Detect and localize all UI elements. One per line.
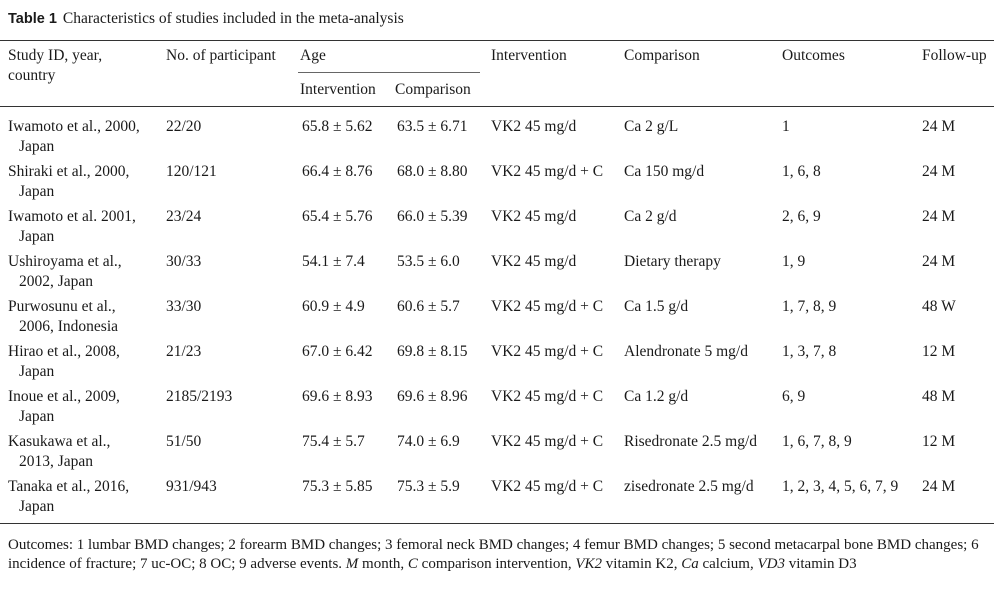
cell-age-intervention: 54.1 ± 7.4 bbox=[302, 253, 365, 270]
cell-intervention: VK2 45 mg/d bbox=[491, 118, 577, 135]
cell-comparison: Ca 1.5 g/d bbox=[624, 298, 689, 315]
header-intervention: Intervention bbox=[491, 47, 567, 64]
cell-outcomes: 1, 9 bbox=[782, 253, 806, 270]
cell-participants: 2185/2193 bbox=[166, 388, 233, 405]
cell-age-comparison: 69.6 ± 8.96 bbox=[397, 388, 468, 405]
cell-age-comparison: 63.5 ± 6.71 bbox=[397, 118, 468, 135]
cell-followup: 24 M bbox=[922, 163, 956, 180]
cell-age-comparison: 68.0 ± 8.80 bbox=[397, 163, 468, 180]
footnote-abbreviations: M month, C comparison intervention, VK2 vitamin K2, Ca calcium, VD3 vitamin D3 bbox=[345, 556, 857, 572]
cell-age-comparison: 66.0 ± 5.39 bbox=[397, 208, 468, 225]
cell-participants: 931/943 bbox=[166, 478, 217, 495]
table-title: Characteristics of studies included in the meta-analysis bbox=[62, 10, 404, 27]
cell-intervention: VK2 45 mg/d + C bbox=[491, 163, 604, 180]
cell-followup: 48 M bbox=[922, 388, 956, 405]
header-participants: No. of participant bbox=[166, 47, 276, 64]
header-comparison: Comparison bbox=[624, 47, 700, 64]
cell-intervention: VK2 45 mg/d bbox=[491, 253, 577, 270]
cell-study: Iwamoto et al. 2001, Japan bbox=[8, 208, 136, 245]
cell-followup: 48 W bbox=[922, 298, 956, 315]
cell-followup: 24 M bbox=[922, 208, 956, 225]
header-rule bbox=[0, 106, 994, 107]
abbreviation-entry: Ca calcium bbox=[681, 556, 750, 572]
cell-age-intervention: 66.4 ± 8.76 bbox=[302, 163, 373, 180]
header-age: Age bbox=[300, 47, 326, 64]
cell-outcomes: 1, 3, 7, 8 bbox=[782, 343, 837, 360]
cell-participants: 21/23 bbox=[166, 343, 202, 360]
cell-intervention: VK2 45 mg/d + C bbox=[491, 478, 604, 495]
cell-participants: 51/50 bbox=[166, 433, 202, 450]
cell-comparison: Ca 2 g/L bbox=[624, 118, 679, 135]
cell-comparison: Ca 150 mg/d bbox=[624, 163, 705, 180]
cell-outcomes: 1, 2, 3, 4, 5, 6, 7, 9 bbox=[782, 478, 899, 495]
cell-study: Tanaka et al., 2016, Japan bbox=[8, 478, 130, 515]
cell-participants: 30/33 bbox=[166, 253, 202, 270]
age-subrule bbox=[298, 72, 480, 73]
cell-age-comparison: 69.8 ± 8.15 bbox=[397, 343, 468, 360]
cell-age-intervention: 75.4 ± 5.7 bbox=[302, 433, 365, 450]
cell-age-intervention: 65.4 ± 5.76 bbox=[302, 208, 373, 225]
cell-study: Inoue et al., 2009, Japan bbox=[8, 388, 120, 425]
header-followup: Follow-up bbox=[922, 47, 987, 64]
cell-age-comparison: 75.3 ± 5.9 bbox=[397, 478, 460, 495]
header-age-intervention: Intervention bbox=[300, 81, 376, 98]
cell-followup: 24 M bbox=[922, 478, 956, 495]
abbreviation-entry: C comparison intervention bbox=[407, 556, 568, 572]
table-label: Table 1 bbox=[8, 11, 57, 27]
abbreviation-entry: VK2 vitamin K2 bbox=[575, 556, 674, 572]
cell-age-intervention: 60.9 ± 4.9 bbox=[302, 298, 365, 315]
cell-comparison: zisedronate 2.5 mg/d bbox=[624, 478, 754, 495]
cell-intervention: VK2 45 mg/d + C bbox=[491, 298, 604, 315]
table-footnote bbox=[8, 536, 998, 574]
cell-study: Hirao et al., 2008, Japan bbox=[8, 343, 120, 380]
header-study: Study ID, year, country bbox=[8, 47, 103, 84]
cell-participants: 120/121 bbox=[166, 163, 217, 180]
cell-comparison: Ca 1.2 g/d bbox=[624, 388, 689, 405]
cell-comparison: Risedronate 2.5 mg/d bbox=[624, 433, 758, 450]
table-caption bbox=[8, 10, 404, 28]
cell-age-comparison: 53.5 ± 6.0 bbox=[397, 253, 460, 270]
cell-followup: 12 M bbox=[922, 433, 956, 450]
cell-study: Iwamoto et al., 2000, Japan bbox=[8, 118, 140, 155]
footnote-outcomes: Outcomes: 1 lumbar BMD changes; 2 forearm BMD changes; 3 femoral neck BMD changes; 4 femur BMD changes; 5 second metacarpal bone BMD changes; 6 incidence of fracture; 7 uc-OC; 8 OC; 9 adverse events. bbox=[8, 537, 979, 572]
cell-outcomes: 2, 6, 9 bbox=[782, 208, 821, 225]
cell-study: Ushiroyama et al., 2002, Japan bbox=[8, 253, 122, 290]
cell-outcomes: 1, 7, 8, 9 bbox=[782, 298, 837, 315]
cell-age-intervention: 65.8 ± 5.62 bbox=[302, 118, 373, 135]
cell-intervention: VK2 45 mg/d + C bbox=[491, 433, 604, 450]
cell-intervention: VK2 45 mg/d + C bbox=[491, 388, 604, 405]
cell-followup: 24 M bbox=[922, 118, 956, 135]
abbreviation-entry: M month bbox=[345, 556, 401, 572]
cell-age-comparison: 60.6 ± 5.7 bbox=[397, 298, 460, 315]
header-age-comparison: Comparison bbox=[395, 81, 471, 98]
cell-study: Kasukawa et al., 2013, Japan bbox=[8, 433, 111, 470]
cell-followup: 12 M bbox=[922, 343, 956, 360]
cell-intervention: VK2 45 mg/d + C bbox=[491, 343, 604, 360]
cell-study: Purwosunu et al., 2006, Indonesia bbox=[8, 298, 119, 335]
cell-participants: 33/30 bbox=[166, 298, 202, 315]
cell-age-intervention: 69.6 ± 8.93 bbox=[302, 388, 373, 405]
cell-comparison: Ca 2 g/d bbox=[624, 208, 677, 225]
cell-age-comparison: 74.0 ± 6.9 bbox=[397, 433, 460, 450]
cell-outcomes: 6, 9 bbox=[782, 388, 806, 405]
abbreviation-entry: VD3 vitamin D3 bbox=[757, 556, 857, 572]
cell-comparison: Alendronate 5 mg/d bbox=[624, 343, 748, 360]
cell-outcomes: 1, 6, 8 bbox=[782, 163, 821, 180]
cell-participants: 22/20 bbox=[166, 118, 202, 135]
cell-intervention: VK2 45 mg/d bbox=[491, 208, 577, 225]
cell-followup: 24 M bbox=[922, 253, 956, 270]
cell-outcomes: 1, 6, 7, 8, 9 bbox=[782, 433, 852, 450]
header-outcomes: Outcomes bbox=[782, 47, 845, 64]
cell-outcomes: 1 bbox=[782, 118, 790, 135]
cell-age-intervention: 67.0 ± 6.42 bbox=[302, 343, 373, 360]
cell-participants: 23/24 bbox=[166, 208, 202, 225]
cell-comparison: Dietary therapy bbox=[624, 253, 721, 270]
cell-age-intervention: 75.3 ± 5.85 bbox=[302, 478, 373, 495]
top-rule bbox=[0, 40, 994, 41]
bottom-rule bbox=[0, 523, 994, 524]
cell-study: Shiraki et al., 2000, Japan bbox=[8, 163, 130, 200]
